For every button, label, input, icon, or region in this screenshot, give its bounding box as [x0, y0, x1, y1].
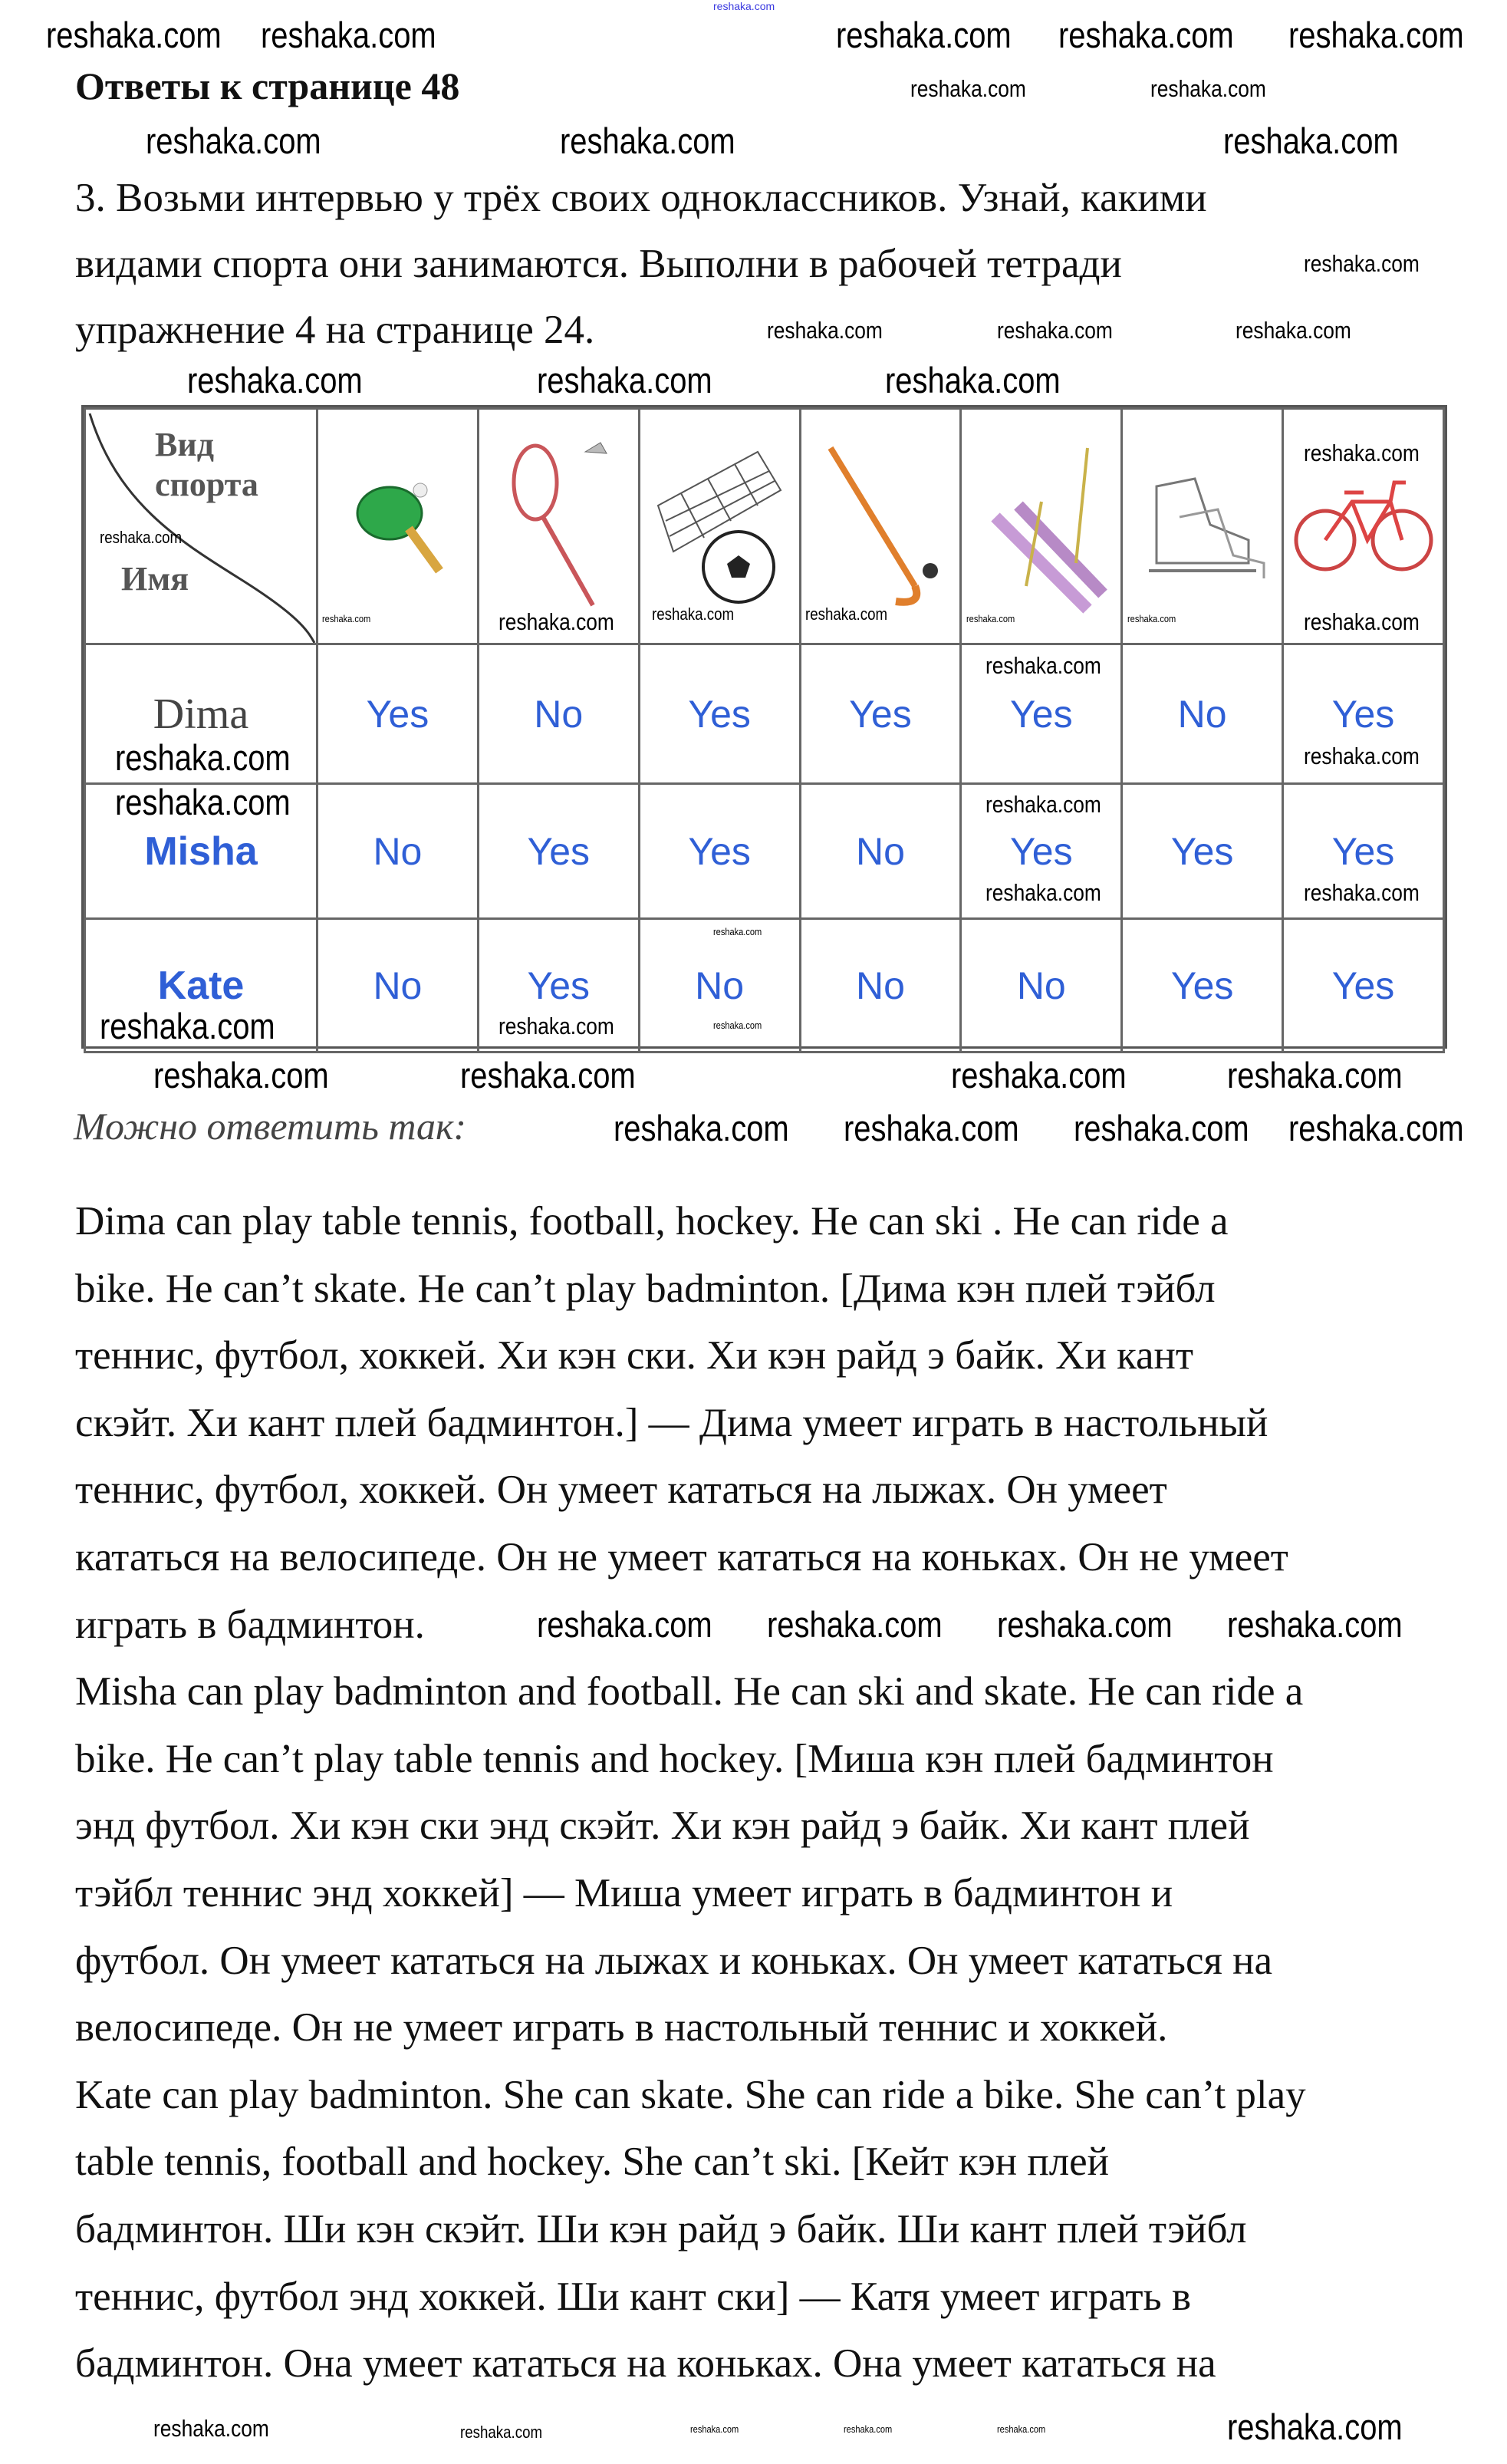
watermark-text: reshaka.com: [985, 879, 1101, 906]
table-row: [85, 919, 1444, 1052]
watermark-text: reshaka.com: [1223, 120, 1399, 161]
answer-hint: Можно ответить так:: [74, 1105, 467, 1148]
answer-cell: No: [373, 829, 423, 873]
answer-line: велосипеде. Он не умеет играть в настольный теннис и хоккей.: [75, 2005, 1168, 2051]
watermark-text: reshaka.com: [690, 2423, 739, 2435]
watermark-text: reshaka.com: [537, 360, 712, 400]
watermark-text: reshaka.com: [560, 120, 735, 161]
watermark-text: reshaka.com: [844, 2423, 893, 2435]
watermark-text: reshaka.com: [1227, 1055, 1403, 1095]
watermark-text: reshaka.com: [767, 317, 883, 344]
watermark-text: reshaka.com: [997, 2423, 1046, 2435]
page-title: Ответы к странице 48: [75, 64, 460, 107]
answer-line: bike. He can’t skate. He can’t play badminton. [Дима кэн плей тэйбл: [75, 1266, 1216, 1311]
watermark-text: reshaka.com: [115, 737, 291, 778]
answer-line: бадминтон. Она умеет кататься на коньках. Она умеет кататься на: [75, 2341, 1216, 2387]
watermark-text: reshaka.com: [100, 528, 183, 547]
table-header-row: [85, 409, 1444, 644]
answer-line: футбол. Он умеет кататься на лыжах и коньках. Он умеет кататься на: [75, 1938, 1273, 1983]
watermark-text: reshaka.com: [713, 926, 762, 937]
watermark-text: reshaka.com: [1304, 440, 1420, 466]
answer-line: играть в бадминтон.: [75, 1602, 425, 1647]
watermark-text: reshaka.com: [1304, 608, 1420, 635]
ski-icon: [961, 409, 1122, 644]
header-corner-cell: [85, 409, 318, 644]
top-site-link[interactable]: reshaka.com: [713, 0, 775, 12]
watermark-text: reshaka.com: [187, 360, 363, 400]
watermark-text: reshaka.com: [985, 791, 1101, 818]
answer-cell: Yes: [1010, 692, 1073, 736]
watermark-text: reshaka.com: [1236, 317, 1351, 344]
answer-cell: Yes: [849, 692, 912, 736]
task-line: упражнение 4 на странице 24.: [75, 308, 595, 352]
watermark-text: reshaka.com: [1304, 743, 1420, 769]
watermark-text: reshaka.com: [153, 1055, 329, 1095]
row-name: Kate: [157, 963, 245, 1008]
answer-cell: Yes: [1331, 829, 1395, 873]
sports-table: [81, 405, 1447, 1049]
answer-line: кататься на велосипеде. Он не умеет кататься на коньках. Он не умеет: [75, 1535, 1288, 1580]
watermark-text: reshaka.com: [498, 1013, 614, 1039]
watermark-text: reshaka.com: [910, 75, 1026, 102]
answer-cell: Yes: [527, 829, 591, 873]
watermark-text: reshaka.com: [966, 613, 1015, 624]
watermark-text: reshaka.com: [146, 120, 321, 161]
watermark-text: reshaka.com: [115, 782, 291, 822]
answer-cell: Yes: [688, 692, 751, 736]
answer-cell: Yes: [366, 692, 429, 736]
watermark-text: reshaka.com: [1150, 75, 1266, 102]
watermark-text: reshaka.com: [985, 652, 1101, 679]
watermark-text: reshaka.com: [1227, 1604, 1403, 1645]
table-tennis-icon: [318, 409, 479, 644]
watermark-text: reshaka.com: [1288, 15, 1464, 55]
answer-cell: No: [534, 692, 584, 736]
answer-cell: Yes: [1010, 829, 1073, 873]
answer-line: теннис, футбол энд хоккей. Ши кант ски] — Катя умеет играть в: [75, 2274, 1191, 2319]
watermark-text: reshaka.com: [614, 1108, 789, 1148]
watermark-text: reshaka.com: [322, 613, 371, 624]
answer-cell: Yes: [688, 829, 751, 873]
answer-line: table tennis, football and hockey. She can’t ski. [Кейт кэн плей: [75, 2140, 1110, 2185]
watermark-text: reshaka.com: [885, 360, 1061, 400]
watermark-text: reshaka.com: [460, 2423, 543, 2442]
task-line: 3. Возьми интервью у трёх своих одноклассников. Узнай, какими: [75, 176, 1207, 220]
watermark-text: reshaka.com: [805, 604, 888, 624]
watermark-text: reshaka.com: [100, 1006, 275, 1046]
answer-line: bike. He can’t play table tennis and hockey. [Миша кэн плей бадминтон: [75, 1736, 1274, 1781]
row-name: Misha: [144, 828, 258, 874]
row-name: Dima: [153, 690, 249, 738]
watermark-text: reshaka.com: [997, 1604, 1173, 1645]
answer-cell: No: [373, 964, 423, 1007]
watermark-text: reshaka.com: [1058, 15, 1234, 55]
watermark-text: reshaka.com: [951, 1055, 1127, 1095]
answer-line: тэйбл теннис энд хоккей] — Миша умеет играть в бадминтон и: [75, 1871, 1173, 1916]
answer-line: энд футбол. Хи кэн ски энд скэйт. Хи кэн райд э байк. Хи кант плей: [75, 1804, 1250, 1849]
answer-cell: No: [855, 829, 905, 873]
answer-cell: No: [1016, 964, 1066, 1007]
answer-cell: No: [695, 964, 745, 1007]
answer-line: Misha can play badminton and football. He can ski and skate. He can ride a: [75, 1669, 1304, 1715]
header-name-label: Имя: [121, 560, 189, 598]
watermark-text: reshaka.com: [652, 604, 735, 624]
answer-cell: Yes: [1331, 692, 1395, 736]
watermark-text: reshaka.com: [46, 15, 222, 55]
watermark-text: reshaka.com: [460, 1055, 636, 1095]
answer-line: теннис, футбол, хоккей. Он умеет кататься на лыжах. Он умеет: [75, 1468, 1167, 1513]
watermark-text: reshaka.com: [1304, 250, 1420, 277]
answer-cell: No: [855, 964, 905, 1007]
watermark-text: reshaka.com: [1288, 1108, 1464, 1148]
watermark-text: reshaka.com: [844, 1108, 1019, 1148]
watermark-text: reshaka.com: [997, 317, 1113, 344]
watermark-text: reshaka.com: [1074, 1108, 1249, 1148]
answer-line: Dima can play table tennis, football, hockey. He can ski . He can ride a: [75, 1199, 1229, 1244]
watermark-text: reshaka.com: [1304, 879, 1420, 906]
watermark-text: reshaka.com: [1227, 2406, 1403, 2447]
watermark-text: reshaka.com: [498, 608, 614, 635]
answer-line: скэйт. Хи кант плей бадминтон.] — Дима умеет играть в настольный: [75, 1400, 1268, 1445]
watermark-text: reshaka.com: [1127, 613, 1176, 624]
answer-cell: Yes: [1170, 829, 1234, 873]
answer-cell: Yes: [527, 964, 591, 1007]
answer-line: теннис, футбол, хоккей. Хи кэн ски. Хи кэн райд э байк. Хи кант: [75, 1333, 1194, 1379]
answer-line: Kate can play badminton. She can skate. She can ride a bike. She can’t play: [75, 2072, 1306, 2117]
watermark-text: reshaka.com: [836, 15, 1012, 55]
skate-icon: [1122, 409, 1283, 644]
watermark-text: reshaka.com: [767, 1604, 943, 1645]
watermark-text: reshaka.com: [537, 1604, 712, 1645]
watermark-text: reshaka.com: [261, 15, 436, 55]
watermark-text: reshaka.com: [713, 1020, 762, 1031]
task-line: видами спорта они занимаются. Выполни в рабочей тетради: [75, 242, 1122, 286]
answer-cell: Yes: [1170, 964, 1234, 1007]
answer-cell: Yes: [1331, 964, 1395, 1007]
watermark-text: reshaka.com: [153, 2415, 269, 2442]
answer-cell: No: [1177, 692, 1227, 736]
answer-line: бадминтон. Ши кэн скэйт. Ши кэн райд э байк. Ши кант плей тэйбл: [75, 2207, 1247, 2252]
header-sport-label: Вид спорта: [155, 426, 258, 503]
